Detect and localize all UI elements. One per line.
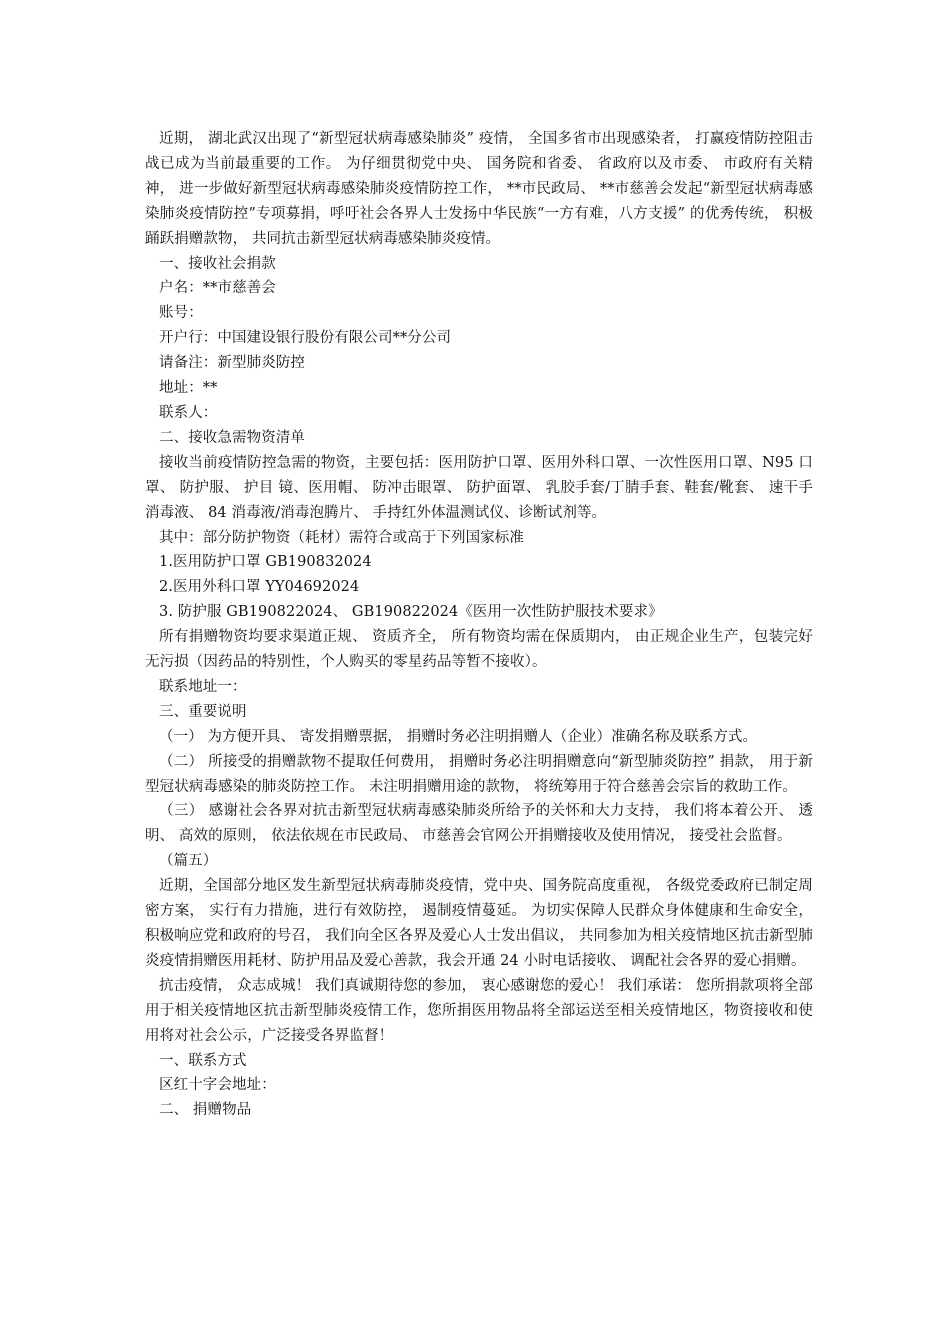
account-name: 户名：**市慈善会: [159, 280, 276, 297]
appeal-paragraph: 抗击疫情， 众志成城！ 我们真诚期待您的参加， 衷心感谢您的爱心！ 我们承诺： 您所捐款项将全部用于相关疫情地区抗击新型肺炎疫情工作，您所捐医用物品将全部运送至相关疫情地区，物资接收和使用将对社会公示，广泛接受各界监督！: [145, 977, 813, 1044]
supplies-paragraph: 接收当前疫情防控急需的物资，主要包括：医用防护口罩、医用外科口罩、一次性医用口罩、N95 口 罩、 防护服、 护目 镜、医用帽、 防冲击眼罩、 防护面罩、 乳胶手套/丁腈手套、鞋套/靴套、 速干手消毒液、 84 消毒液/消毒泡腾片、 手持红外体温测试仪、诊断试剂等。: [145, 454, 813, 521]
supplies-requirements: 所有捐赠物资均要求渠道正规、 资质齐全， 所有物资均需在保质期内， 由正规企业生产，包装完好无污损（因药品的特别性，个人购买的零星药品等暂不接收）。: [145, 629, 813, 671]
section-heading-supplies: 二、接收急需物资清单: [159, 429, 305, 446]
standard-item-3: 3. 防护服 GB190822024、 GB190822024《医用一次性防护服技术要求》: [159, 604, 663, 621]
account-address: 地址：**: [159, 380, 218, 397]
section-heading-donations: 一、接收社会捐款: [159, 255, 276, 272]
red-cross-address: 区红十字会地址：: [159, 1077, 276, 1094]
document-body: [145, 127, 813, 1123]
contact-address-1: 联系地址一：: [159, 678, 247, 695]
note-3: （三） 感谢社会各界对抗击新型冠状病毒感染肺炎所给予的关怀和大力支持， 我们将本着公开、 透明、 高效的原则， 依法依规在市民政局、 市慈善会官网公开捐赠接收及使用情况， 接受社会监督。: [145, 803, 813, 845]
account-remark: 请备注：新型肺炎防控: [159, 355, 305, 372]
note-2: （二） 所接受的捐赠款物不提取任何费用， 捐赠时务必注明捐赠意向“新型肺炎防控” 捐款， 用于新型冠状病毒感染的肺炎防控工作。 未注明捐赠用途的款物， 将统筹用于符合慈善会宗旨的救助工作。: [145, 753, 813, 795]
section-heading-items: 二、 捐赠物品: [159, 1102, 252, 1119]
account-contact: 联系人：: [159, 404, 218, 421]
intro-paragraph: 近期， 湖北武汉出现了“新型冠状病毒感染肺炎” 疫情， 全国多省市出现感染者， 打赢疫情防控阻击战已成为当前最重要的工作。 为仔细贯彻党中央、 国务院和省委、 省政府以及市委、 市政府有关精神， 进一步做好新型冠状病毒感染肺炎疫情防控工作， **市民政局、 **市慈善会发起“新型冠状病毒感染肺炎疫情防控”专项募捐，呼吁社会各界人士发扬中华民族“一方有难，八方支援” 的优秀传统， 积极踊跃捐赠款物， 共同抗击新型冠状病毒感染肺炎疫情。: [145, 131, 813, 247]
section-heading-notes: 三、重要说明: [159, 703, 247, 720]
standard-item-1: 1.医用防护口罩 GB190832024: [159, 554, 372, 571]
standards-intro: 其中：部分防护物资（耗材）需符合或高于下列国家标准: [159, 529, 524, 546]
account-number: 账号：: [159, 305, 203, 322]
chapter-label: （篇五）: [159, 853, 218, 870]
standard-item-2: 2.医用外科口罩 YY04692024: [159, 579, 360, 596]
account-bank: 开户行：中国建设银行股份有限公司**分公司: [159, 330, 452, 347]
note-1: （一） 为方便开具、 寄发捐赠票据， 捐赠时务必注明捐赠人（企业）准确名称及联系方式。: [159, 728, 758, 745]
chapter-intro-paragraph: 近期，全国部分地区发生新型冠状病毒肺炎疫情，党中央、国务院高度重视， 各级党委政府已制定周密方案， 实行有力措施，进行有效防控， 遏制疫情蔓延。 为切实保障人民群众身体健康和生命安全， 积极响应党和政府的号召， 我们向全区各界及爱心人士发出倡议， 共同参加为相关疫情地区抗击新型肺炎疫情捐赠医用耗材、防护用品及爱心善款，我会开通 24 小时电话接收、 调配社会各界的爱心捐赠。: [145, 878, 813, 969]
section-heading-contact: 一、联系方式: [159, 1052, 247, 1069]
